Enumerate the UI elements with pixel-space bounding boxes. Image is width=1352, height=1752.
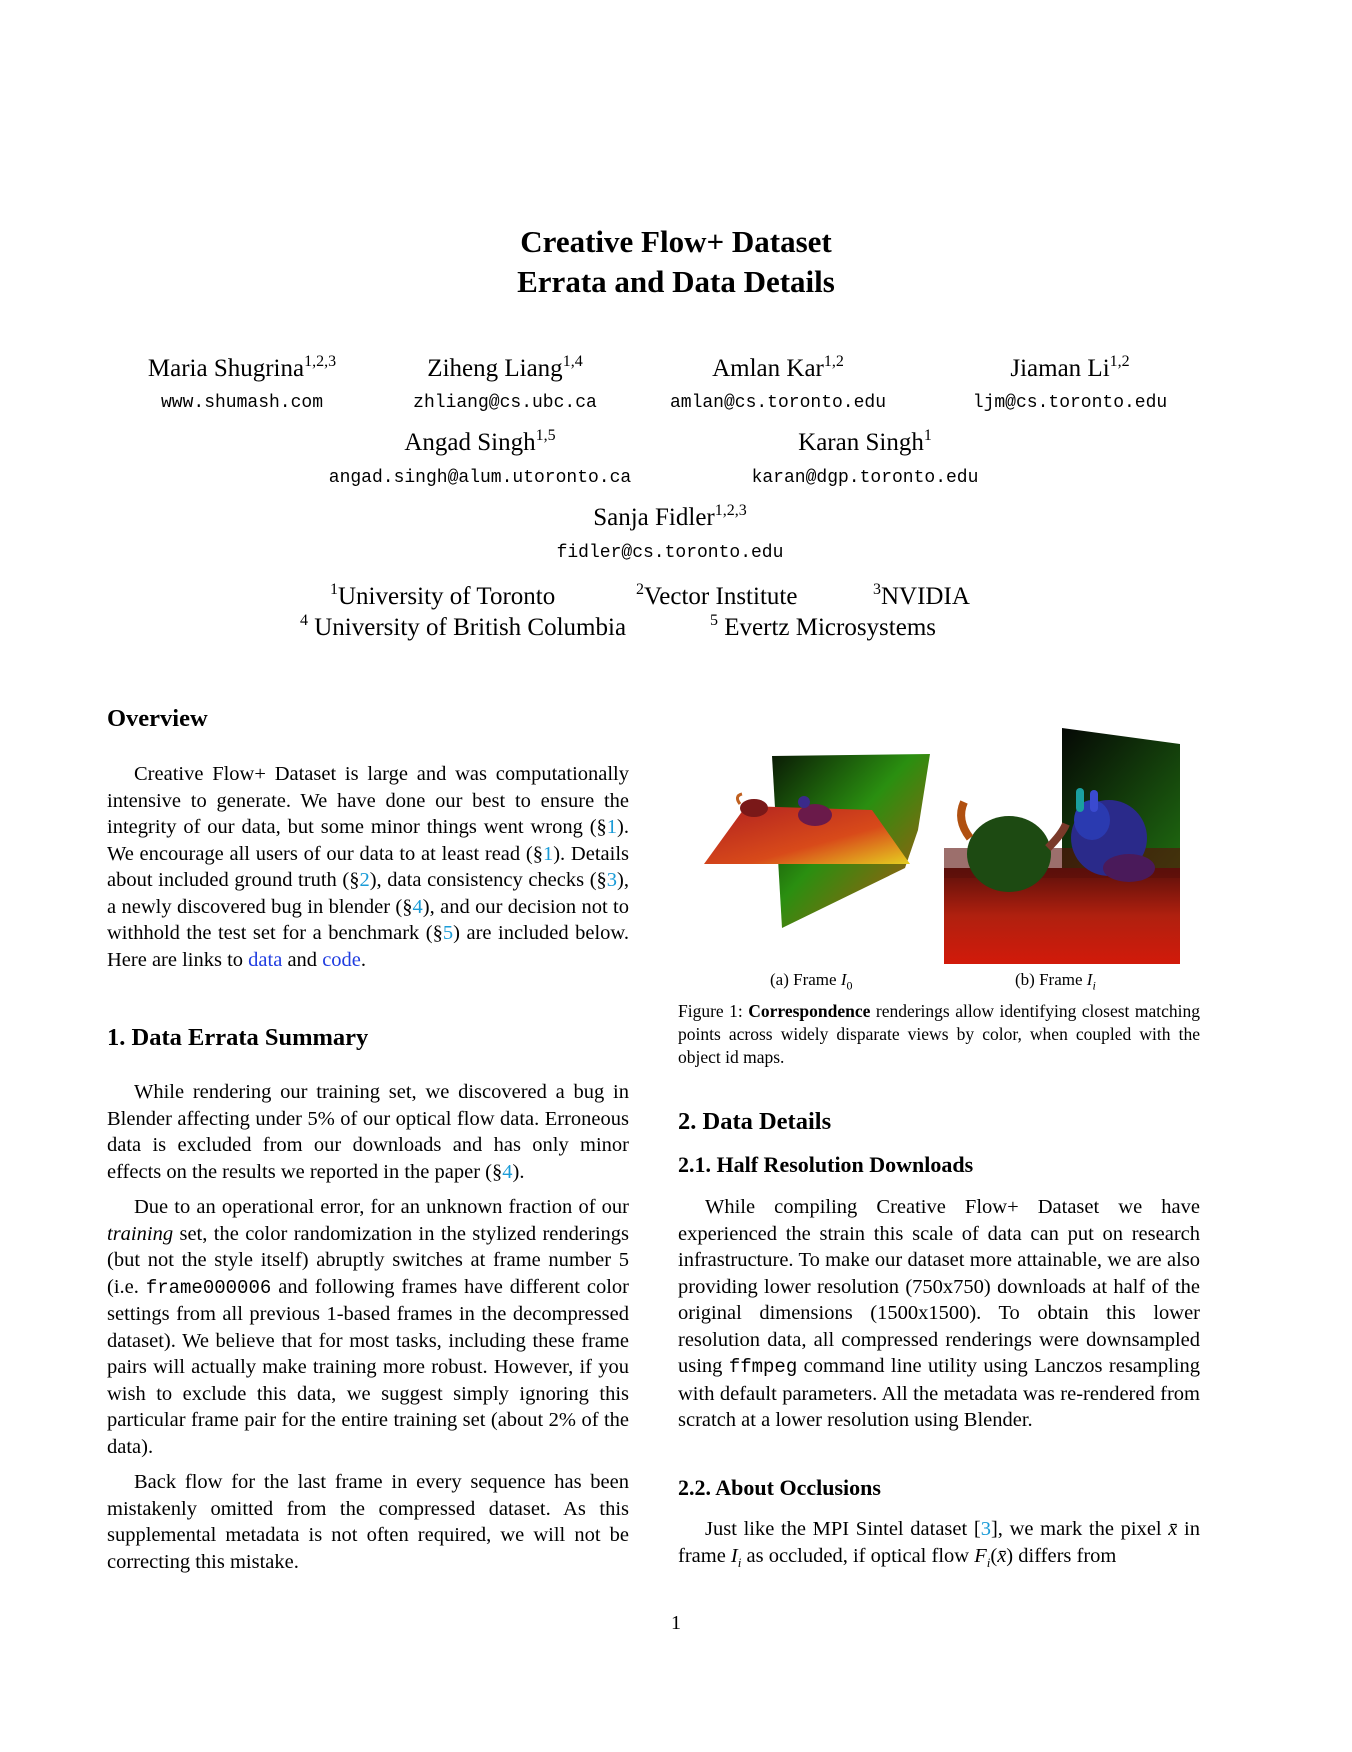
subsection-heading-half-res: 2.1. Half Resolution Downloads [678,1152,974,1177]
author-name: Ziheng Liang$^{1,4}$ [427,353,583,382]
author-email: www.shumash.com [160,393,324,413]
frame-ii-image [944,728,1180,964]
author-name: Karan Singh$^1$ [798,427,932,456]
subcaption-a: (a) Frame $I_0$ [770,970,853,993]
title-line-2: Errata and Data Details [517,264,835,299]
section-link[interactable]: 1 [542,842,554,865]
affiliation: $^2$Vector Institute [636,581,798,610]
section-link[interactable]: 3 [606,869,618,891]
frame-i0-image [700,720,950,930]
author-email: ljm@cs.toronto.edu [972,393,1168,413]
author-name: Sanja Fidler$^{1,2,3}$ [593,502,747,531]
section-link[interactable]: 1 [606,816,618,838]
affiliation: $^5$ Evertz Microsystems [710,612,937,641]
half-res-text: While compiling Creative Flow+ Dataset we have experienced the strain this scale of data can put on research infrastructure. To make our dataset more attainable, we are also providing lower resolution (750x750) downloads at half of the original dimensions (1500x1500). To obtain this lower resolution data, all compressed renderings were downsampled using ffmpeg command line utility using Lanczos resampling with default parameters. All the metadata was re-rendered from scratch at a lower resolution using Blender. [678,1196,1200,1431]
author-email: zhliang@cs.ubc.ca [413,393,597,413]
errata-text: While rendering our training set, we discovered a bug in Blender affecting under 5% of our optical flow data. Erroneous data is excluded from our downloads and has only minor effects on the results we reported in the paper (§4). Due to an operational error, for an unknown fraction of our training set, the color randomization in the stylized renderings (but not the style itself) abruptly switches at frame number 5 (i.e. frame000006 and following frames have different color settings from all previous 1-based frames in the decompressed dataset). We believe that for most tasks, including these frame pairs will actually make training more robust. However, if you wish to exclude this data, we suggest simply ignoring this particular frame pair for the entire training set (about 2% of the data). Back flow for the last frame in every sequence has been mistakenly omitted from the compressed dataset. As this supplemental metadata is not often required, we will not be correcting this mistake. [107,1081,630,1573]
overview-text: Creative Flow+ Dataset is large and was computationally intensive to generate. We have done our best to ensure the integrity of our data, but some minor things went wrong (§1). We encourage all users of our data to at least read (§1). Details about included ground truth (§2), data consistency checks (§3), a newly discovered bug in blender (§4), and our decision not to withhold the test set for a benchmark (§5) are included below. Here are links to data and code. [107,763,629,971]
data-link[interactable]: data [248,948,283,971]
citation-link[interactable]: 3 [980,1518,991,1540]
affiliation: $^3$NVIDIA [873,581,970,610]
section-link[interactable]: 4 [502,1160,513,1183]
author-name: Amlan Kar$^{1,2}$ [712,353,844,382]
section-link[interactable]: 4 [412,895,423,918]
section-link[interactable]: 5 [442,922,454,944]
author-name: Angad Singh$^{1,5}$ [404,427,556,456]
page-number: 1 [671,1612,681,1634]
occlusions-text: Just like the MPI Sintel dataset [3], we mark the pixel x̄ in frame $I_i$ as occluded, if optical flow $F_i(x̄)$ differs from [678,1518,1200,1570]
section-heading-errata: 1. Data Errata Summary [107,1024,369,1051]
author-email: karan@dgp.toronto.edu [751,468,979,488]
section-heading-overview: Overview [107,705,208,732]
paper-title [0,222,1352,302]
section-link[interactable]: 2 [359,869,370,891]
author-email: angad.singh@alum.utoronto.ca [328,468,632,488]
title-line-1: Creative Flow+ Dataset [520,224,832,259]
figure-caption: Figure 1: Correspondence renderings allow identifying closest matching points across widely disparate views by color, when coupled with the object id maps. [678,1001,1200,1067]
subsection-heading-occlusions: 2.2. About Occlusions [678,1475,881,1500]
author-email: amlan@cs.toronto.edu [669,393,887,413]
author-name: Jiaman Li$^{1,2}$ [1010,353,1130,382]
affiliation: $^1$University of Toronto [330,581,556,610]
code-link[interactable]: code [322,948,361,971]
section-heading-details: 2. Data Details [678,1108,832,1135]
author-name: Maria Shugrina$^{1,2,3}$ [147,353,337,382]
author-email: fidler@cs.toronto.edu [556,543,784,563]
affiliation: $^4$ University of British Columbia [300,612,627,641]
subcaption-b: (b) Frame $I_i$ [1015,970,1096,993]
